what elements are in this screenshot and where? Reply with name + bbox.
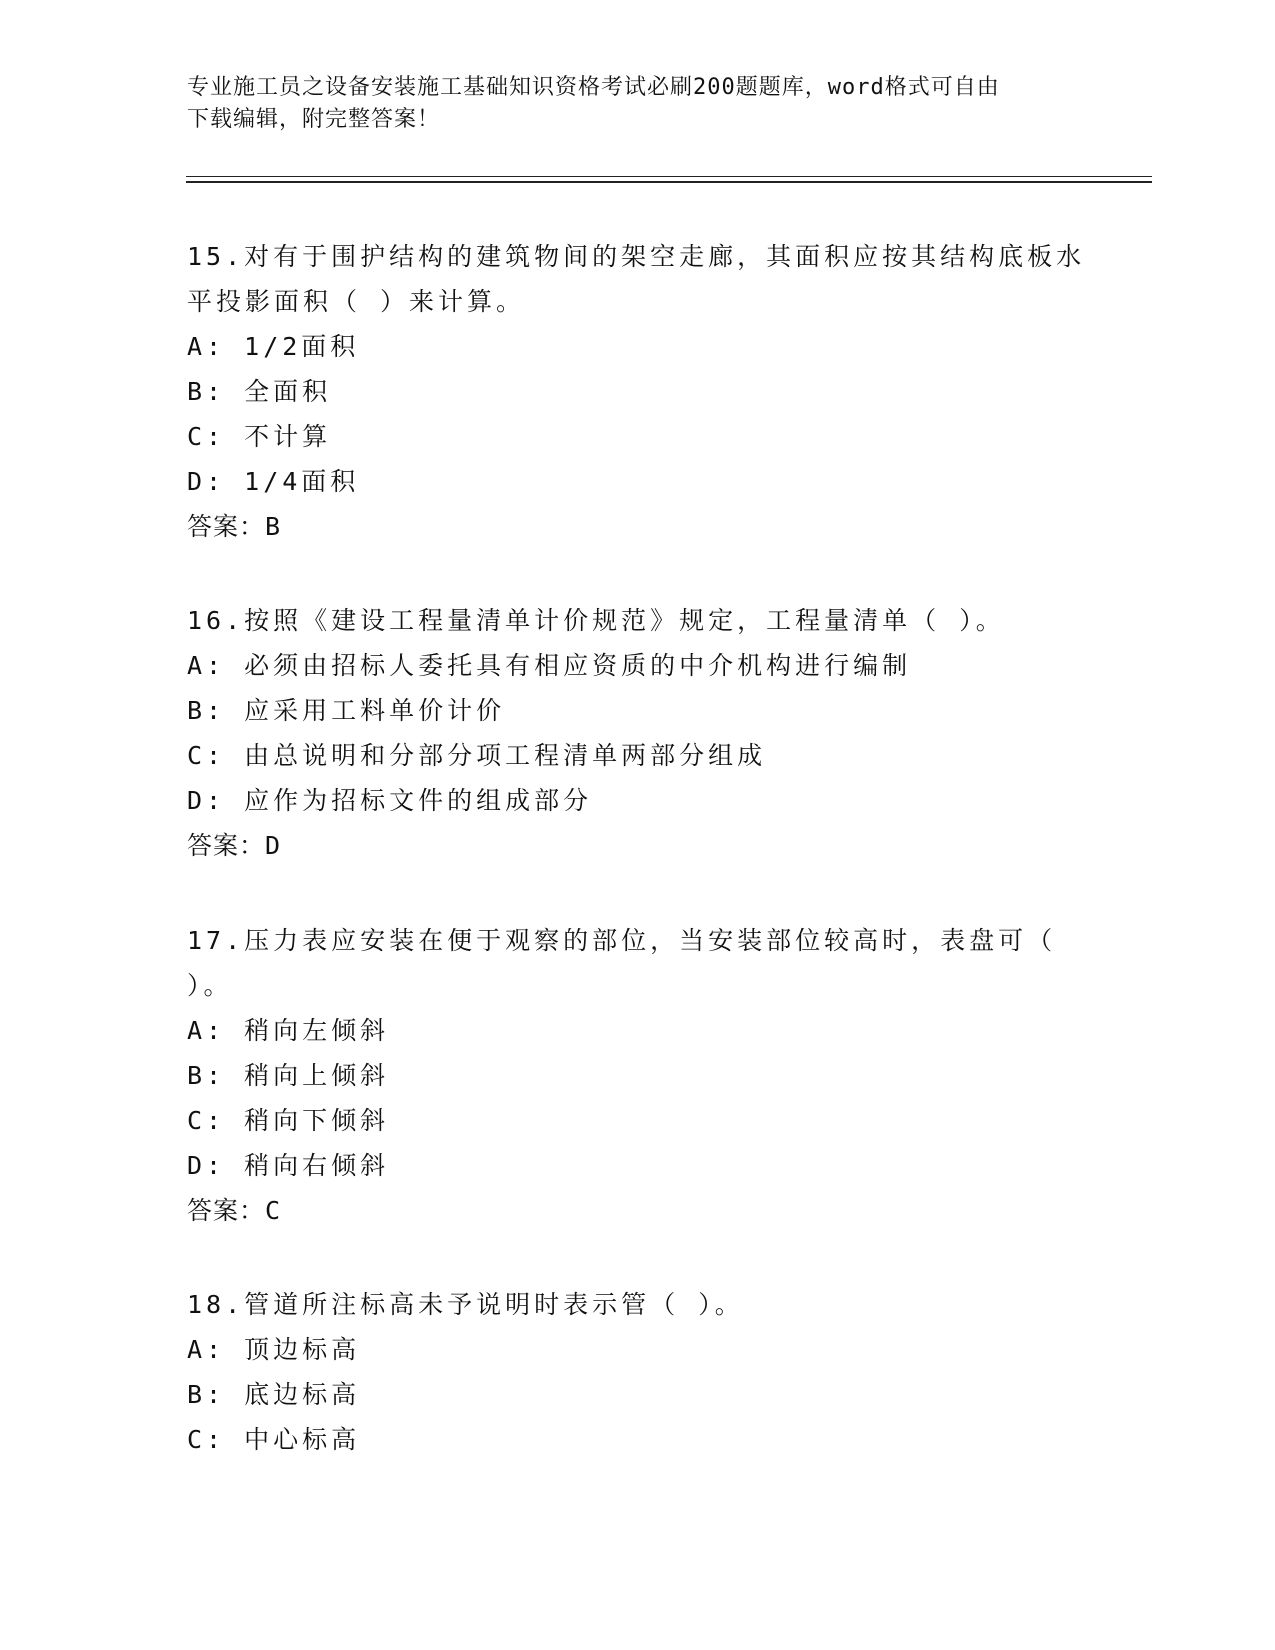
question-17 [187, 918, 1087, 1233]
option-c: C: 由总说明和分部分项工程清单两部分组成 [187, 741, 767, 770]
question-stem-line-1: 17.压力表应安装在便于观察的部位，当安装部位较高时，表盘可（ [187, 926, 1057, 955]
answer: 答案：C [187, 1196, 282, 1225]
question-stem-line-2: 平投影面积（ ）来计算。 [187, 287, 526, 316]
option-c: C: 稍向下倾斜 [187, 1106, 390, 1135]
question-stem-line-1: 16.按照《建设工程量清单计价规范》规定，工程量清单（ ）。 [187, 606, 1005, 635]
question-16 [187, 598, 1087, 868]
answer: 答案：D [187, 831, 282, 860]
option-c: C: 不计算 [187, 422, 332, 451]
option-b: B: 全面积 [187, 377, 332, 406]
question-stem-line-1: 15.对有于围护结构的建筑物间的架空走廊，其面积应按其结构底板水 [187, 242, 1086, 271]
option-d: D: 稍向右倾斜 [187, 1151, 390, 1180]
header-divider-thin [186, 176, 1152, 177]
option-d: D: 应作为招标文件的组成部分 [187, 786, 593, 815]
answer: 答案：B [187, 512, 282, 541]
option-d: D: 1/4面积 [187, 467, 360, 496]
question-stem-line-1: 18.管道所注标高未予说明时表示管（ ）。 [187, 1290, 744, 1319]
option-a: A: 稍向左倾斜 [187, 1016, 390, 1045]
header-title-line-1: 专业施工员之设备安装施工基础知识资格考试必刷200题题库，word格式可自由 [187, 75, 1000, 100]
option-b: B: 底边标高 [187, 1380, 361, 1409]
option-a: A: 必须由招标人委托具有相应资质的中介机构进行编制 [187, 651, 912, 680]
document-header [187, 72, 1087, 136]
header-title-line-2: 下载编辑，附完整答案！ [187, 107, 441, 132]
question-18 [187, 1282, 1087, 1462]
header-divider-thick [186, 181, 1152, 183]
option-c: C: 中心标高 [187, 1425, 361, 1454]
option-b: B: 应采用工料单价计价 [187, 696, 506, 725]
question-15 [187, 234, 1087, 549]
option-a: A: 顶边标高 [187, 1335, 361, 1364]
option-b: B: 稍向上倾斜 [187, 1061, 390, 1090]
option-a: A: 1/2面积 [187, 332, 360, 361]
question-stem-line-2: ）。 [187, 971, 233, 1000]
